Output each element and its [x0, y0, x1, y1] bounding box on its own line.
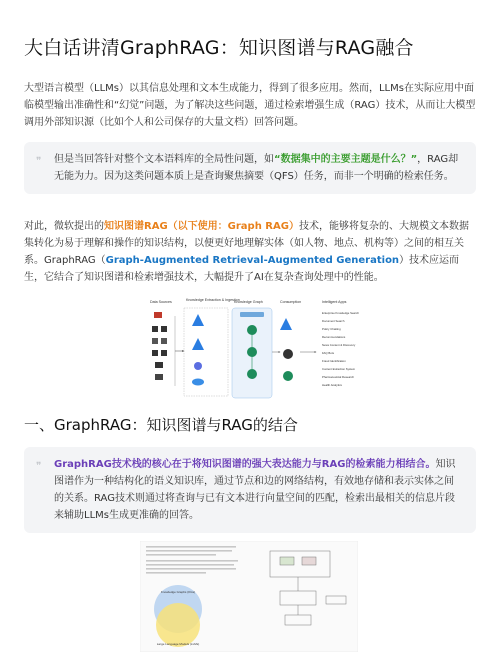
app-item: Recommendations [322, 335, 346, 339]
llm-circle [156, 603, 200, 647]
kg-label: Knowledge Graphs (KGs) [160, 590, 196, 594]
app-item: Fraud Identification [322, 359, 346, 363]
kg-llm-figure [140, 541, 358, 652]
quote-block-1 [24, 142, 476, 194]
col-extraction: Knowledge Extraction & Ingestion [186, 298, 240, 302]
para2-highlight-fullname: Graph-Augmented Retrieval-Augmented Generation [105, 255, 400, 266]
quote-2-highlight: GraphRAG技术栈的核心在于将知识图谱的强大表达能力与RAG的检索能力相结合。 [54, 459, 436, 470]
para2-part3: ）技术应运而生，它结合了知识图谱和检索增强技术，大幅提升了AI在复杂查询处理中的性能。 [24, 255, 460, 283]
graph-node-icon [247, 325, 257, 335]
cloud-icon [192, 379, 204, 386]
app-item: Content Extraction System [322, 367, 356, 371]
api-icon [283, 371, 293, 381]
col-intelligent-apps: Intelligent Apps [322, 300, 347, 304]
col-data-sources: Data Sources [150, 300, 172, 304]
graphrag-text [24, 218, 476, 286]
search-icon [194, 362, 202, 370]
graph-node-icon [247, 347, 257, 357]
para2-part1: 对此，微软提出的 [24, 221, 104, 232]
col-knowledge-graph: Knowledge Graph [234, 300, 263, 304]
quote-2-rest: 知识图谱作为一种结构化的语义知识库，通过节点和边的网络结构，有效地存储和表示实体之间的关系。RAG技术则通过将查询与已有文本进行向量空间的匹配，检索出最相关的信息片段来辅助LLMs生成更准确的回答。 [54, 459, 456, 521]
intro-paragraph [24, 80, 476, 131]
quote-block-2 [24, 447, 476, 533]
quote-mark-icon: ❞ [36, 461, 42, 472]
quote-1-highlight: “数据集中的主要主题是什么？” [274, 154, 418, 165]
app-item: News Content & Discovery [322, 343, 356, 347]
article-title: 大白话讲清GraphRAG：知识图谱与RAG融合 [24, 37, 414, 59]
quote-1-before: 但是当回答针对整个文本语料库的全局性问题，如 [54, 154, 274, 165]
app-item: Pharmaceutical Research [322, 375, 355, 379]
github-icon [283, 349, 293, 359]
graph-node-icon [247, 369, 257, 379]
architecture-diagram [140, 296, 362, 403]
app-item: FAQ Bots [322, 351, 334, 355]
app-item: Document Search [322, 319, 345, 323]
quote-mark-icon: ❞ [36, 156, 42, 167]
para2-part2: 技术，能够将复杂的、大规模文本数据集转化为易于理解和操作的知识结构，以便更好地理解实体（如人物、地点、机构等）之间的相互关系。GraphRAG（ [24, 221, 469, 266]
quote-1-text [54, 151, 462, 185]
quote-2-text [54, 456, 462, 524]
section-heading-1: 一、GraphRAG：知识图谱与RAG的结合 [24, 416, 298, 434]
app-item: Enterprise Knowledge Search [322, 311, 360, 315]
app-item: Policy Chatting [322, 327, 341, 331]
para2-highlight-graphrag: 知识图谱RAG（以下使用：Graph RAG） [104, 221, 299, 232]
intro-text: 大型语言模型（LLMs）以其信息处理和文本生成能力，得到了很多应用。然而，LLMs在实际应用中面临模型输出准确性和“幻觉”问题，为了解决这些问题，通过检索增强生成（RAG）技术，从而让大模型调用外部知识源（比如个人和公司保存的大量文档）回答问题。 [24, 83, 476, 128]
quote-1-after: ，RAG却无能为力。因为这类问题本质上是查询聚焦摘要（QFS）任务，而非一个明确的检索任务。 [54, 154, 459, 182]
col-consumption: Consumption [280, 300, 302, 304]
llm-label: Large Language Models (LLMs) [156, 642, 200, 646]
app-item: Health Analytics [322, 383, 342, 387]
graphrag-paragraph [24, 218, 476, 286]
